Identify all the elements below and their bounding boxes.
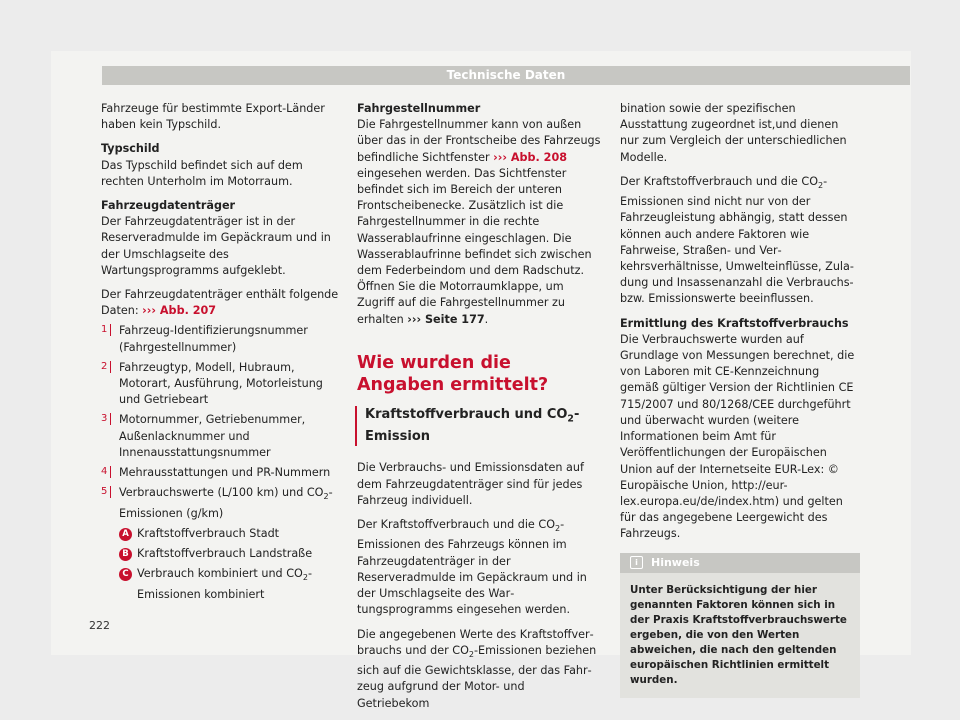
sublist-item — [101, 526, 343, 542]
fgn-text-c: . — [484, 312, 489, 326]
p3-a: Die angegebenen Werte des Kraftstoffverbrauchs und der CO — [357, 627, 594, 657]
list-text: Mehrausstattungen und PR-Nummern — [119, 466, 331, 480]
sublist-text: Kraftstoffverbrauch Landstraße — [137, 547, 313, 561]
subsection-b: -Emission — [365, 406, 580, 445]
list-number: 4 — [101, 466, 111, 478]
abb-207-link[interactable]: ››› Abb. 207 — [142, 304, 217, 318]
sublist-item — [101, 546, 343, 562]
page-number: 222 — [89, 619, 110, 632]
list-text: Fahrzeug-Identifizierungsnummer (Fahrgestellnummer) — [119, 324, 308, 354]
list-text-b: -Emissionen (g/km) — [119, 486, 333, 520]
list-item — [101, 323, 343, 355]
sublist-badge: A — [119, 528, 132, 541]
seite-177-link[interactable]: ››› Seite 177 — [407, 312, 485, 326]
subscript: 2 — [567, 413, 574, 425]
sublist-badge: B — [119, 548, 132, 561]
hint-header — [620, 553, 860, 573]
enthaelt-label: Der Fahrzeugdatenträger enthält folgende Daten: — [101, 288, 339, 318]
subscript: 2 — [818, 181, 824, 191]
list-text: Fahrzeugtyp, Modell, Hubraum, Motorart, Ausführung, Motorleistung und Getriebeart — [119, 360, 323, 407]
subscript: 2 — [468, 649, 474, 659]
subsection-title — [355, 406, 602, 447]
list-number: 1 — [101, 324, 111, 336]
enthaelt-text — [101, 287, 343, 319]
emission-p2 — [357, 517, 602, 618]
sublist-badge: C — [119, 568, 132, 581]
list-text-a: Verbrauchswerte (L/100 km) und CO — [119, 486, 324, 500]
hint-box — [620, 553, 860, 698]
subsection-a: Kraftstoffverbrauch und CO — [365, 406, 568, 422]
factors-text — [620, 174, 860, 308]
emission-p1: Die Verbrauchs- und Emissionsdaten auf dem Fahrzeugdatenträger sind für jedes Fahrzeug individuell. — [357, 461, 584, 507]
abb-208-link[interactable]: ››› Abb. 208 — [493, 150, 568, 164]
fahrgestellnummer-text — [357, 117, 602, 328]
subscript: 2 — [302, 573, 308, 583]
list-number: 3 — [101, 413, 111, 425]
datentraeger-heading: Fahrzeugdatenträger — [101, 199, 236, 213]
subscript: 2 — [323, 492, 329, 502]
p2-b: -Emissionen des Fahrzeugs können im Fahrzeugdatenträger in der Reserveradmulde im Gepäckraum und in der Umschlagseite des Wartungsprogramms eingesehen werden. — [357, 518, 587, 617]
list-item — [101, 465, 343, 481]
list-item — [101, 360, 343, 409]
list-item — [101, 412, 343, 461]
emission-p3 — [357, 627, 602, 712]
manual-page — [51, 51, 911, 710]
section-title: Wie wurden die Angaben ermittelt? — [357, 352, 549, 395]
list-item — [101, 485, 343, 522]
continuation-text: bination sowie der spezifischen Ausstattung zugeordnet ist,und dienen nur zum Vergleich der unterschiedlichen Modelle. — [620, 102, 847, 164]
p2-a: Der Kraftstoffverbrauch und die CO — [620, 174, 818, 188]
list-text — [119, 486, 333, 519]
sublist-text-a: Verbrauch kombiniert und CO — [137, 567, 303, 581]
column-middle — [357, 101, 602, 720]
ermittlung-text: Die Verbrauchswerte wurden auf Grundlage von Messungen berechnet, die von Laboren mit CE-Kennzeichnung gemäß gültiger Version der Richtlinien CE 715/2007 und 80/1268/CEE durchgeführt und überwacht wurden (weitere Informationen beim Amt für Veröffentlichungen der Europäischen Union auf der Internetseite EUR-Lex: © Europäische Union, http://eur-lex.europa.eu/de/index.htm) und gelten für das angegebene Leergewicht des Fahrzeugs. — [620, 332, 855, 541]
sublist-text — [137, 567, 312, 600]
column-left — [101, 101, 343, 607]
typschild-text: Das Typschild befindet sich auf dem rechten Unterholm im Motorraum. — [101, 158, 303, 188]
sublist-item — [101, 566, 343, 603]
list-number: 2 — [101, 361, 111, 373]
sublist-text-b: -Emissionen kombiniert — [137, 567, 312, 601]
sublist-text: Kraftstoffverbrauch Stadt — [137, 526, 280, 540]
hint-text: Unter Berücksichtigung der hier genannten Faktoren können sich in der Praxis Kraftstoffverbrauchswerte ergeben, die von den Werten abweichen, die nach den geltenden europäischen Richtlinien ermittelt wurden. — [630, 583, 847, 686]
typschild-heading: Typschild — [101, 142, 160, 156]
export-note: Fahrzeuge für bestimmte Export-Länder haben kein Typschild. — [101, 102, 325, 132]
column-right — [620, 101, 860, 698]
p3-b: -Emissionen beziehen sich auf die Gewichtsklasse, der das Fahrzeug aufgrund der Motor- und Getriebekom — [357, 643, 597, 710]
info-icon: i — [630, 556, 643, 569]
list-number: 5 — [101, 486, 111, 498]
fgn-text-b: eingesehen werden. Das Sichtfenster befindet sich im Bereich der unteren Frontscheibenecke. Zusätzlich ist die Fahrgestellnummer in die rechte Wasserablaufrinne eingeschlagen. Die Wasserablaufrinne befindet sich zwischen dem Federbeindom und dem Radschutz. Öffnen Sie die Motorraumklappe, um Zugriff auf die Fahrgestellnummer zu erhalten — [357, 166, 592, 326]
datentraeger-text: Der Fahrzeugdatenträger ist in der Reserveradmulde im Gepäckraum und in der Umschlagseite des Wartungsprogramms aufgeklebt. — [101, 215, 331, 277]
subscript: 2 — [555, 524, 561, 534]
p2-a: Der Kraftstoffverbrauch und die CO — [357, 518, 555, 532]
data-list — [101, 323, 343, 603]
ermittlung-heading: Ermittlung des Kraftstoffverbrauchs — [620, 316, 849, 330]
fgn-text-a: Die Fahrgestellnummer kann von außen über das in der Frontscheibe des Fahrzeugs befindliche Sichtfenster — [357, 118, 601, 164]
hint-title: Hinweis — [651, 555, 700, 569]
p2-b: -Emissionen sind nicht nur von der Fahrzeugleistung abhängig, statt dessen können auch andere Faktoren wie Fahrweise, Straßen- und Verkehrsverhältnisse, Umwelteinflüsse, Zuladung und Insassenanzahl die Verbrauchsbzw. Emissionswerte beeinflussen. — [620, 174, 854, 306]
page-header: Technische Daten — [102, 66, 910, 85]
list-text: Motornummer, Getriebenummer, Außenlacknummer und Innenausstattungsnummer — [119, 413, 306, 459]
fahrgestellnummer-heading: Fahrgestellnummer — [357, 102, 481, 115]
